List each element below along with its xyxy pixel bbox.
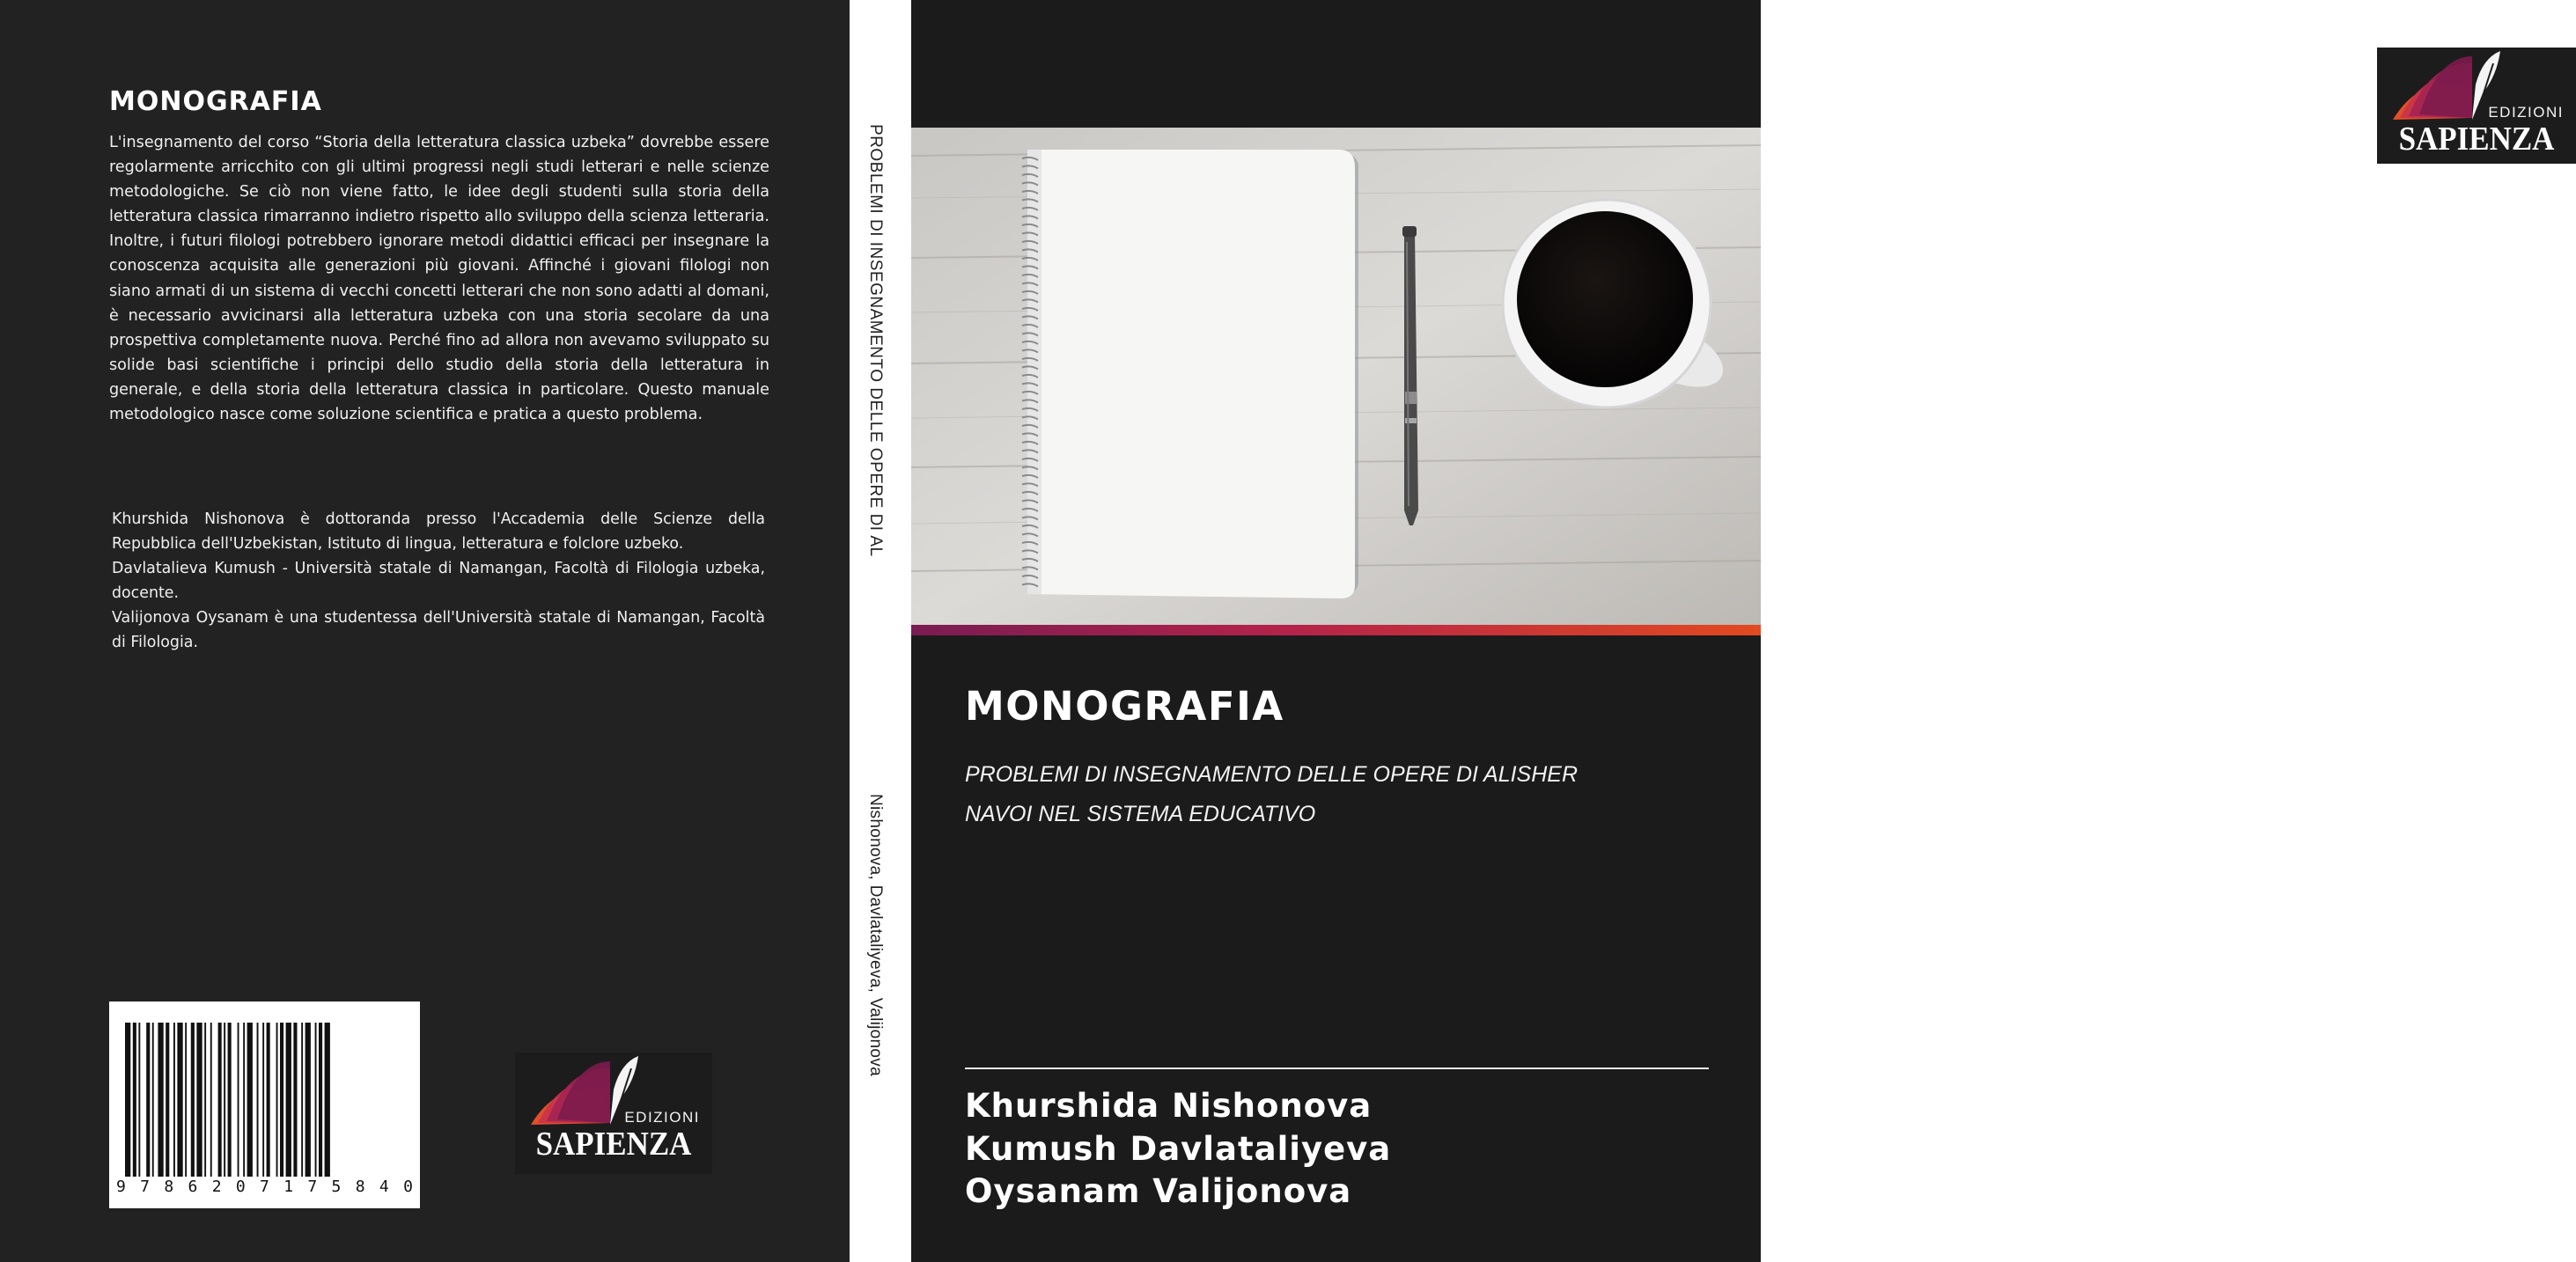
isbn-digit: 8 [355,1178,365,1196]
barcode-bar [276,1023,278,1177]
isbn-barcode [109,1002,420,1208]
back-cover-blurb: L'insegnamento del corso “Storia della letteratura classica uzbeka” dovrebbe essere regolarmente arricchito con gli ultimi progressi negli studi letterari e nelle scienze metodologiche. Se ciò non viene fatto, le idee degli studenti sulla storia della letteratura classica rimarranno indietro rispetto allo sviluppo della scienza letteraria. Inoltre, i futuri filologi potrebbero ignorare metodi didattici efficaci per insegnare la conoscenza acquisita alle generazioni più giovani. Affinché i giovani filologi non siano armati di un sistema di vecchi concetti letterari che non sono adatti al domani, è necessario avvicinarsi alla letteratura uzbeka con una storia secolare da una prospettiva completamente nuova. Perché fino ad allora non avevamo sviluppato su solide basi scientifiche i principi dello studio della storia della letteratura in generale, e della storia della letteratura classica in particolare. Questo manuale metodologico nasce come soluzione scientifica e pratica a questo problema. [109,134,769,424]
author-bio-line: Valijonova Oysanam è una studentessa dell'Università statale di Namangan, Facoltà di Filologia. [112,609,765,652]
isbn-digit: 4 [379,1178,389,1196]
isbn-digits [116,1178,413,1196]
barcode-bar [158,1023,163,1177]
author-name: Kumush Davlataliyeva [965,1129,1392,1168]
isbn-digit: 7 [307,1178,318,1196]
barcode-bar [243,1023,245,1177]
barcode-bar [133,1023,136,1177]
barcode-bar [286,1023,291,1177]
author-name: Khurshida Nishonova [965,1087,1373,1125]
barcode-bar [319,1023,322,1177]
barcode-bar [301,1023,303,1177]
barcode-bar [204,1023,206,1177]
barcode-bar [224,1023,225,1177]
publisher-logo [2377,48,2576,164]
barcode-bar [152,1023,154,1177]
publisher-name: SAPIENZA [535,1126,692,1163]
barcode-bar [238,1023,239,1177]
barcode-bar [210,1023,212,1177]
accent-bar [911,625,1761,635]
barcode-bar [218,1023,222,1177]
barcode-bar [125,1023,130,1177]
front-cover-title: MONOGRAFIA [965,683,1284,730]
back-cover-title: MONOGRAFIA [109,86,322,117]
cover-photo [911,128,1761,625]
barcode-bar [280,1023,283,1177]
spine-authors: Nishonova, Davlataliyeva, Valijonova [866,794,885,1076]
barcode-bar [257,1023,259,1177]
barcode-bar [305,1023,311,1177]
isbn-digit: 0 [403,1178,413,1196]
divider [965,1068,1709,1069]
author-bio [112,507,765,656]
barcode-bar [196,1023,202,1177]
barcode-bar [293,1023,297,1177]
barcode-bar [185,1023,187,1177]
back-cover [0,0,850,1262]
isbn-digit: 9 [116,1178,126,1196]
isbn-digit: 1 [283,1178,294,1196]
barcode-bar [262,1023,264,1177]
author-bio-line: Davlatalieva Kumush - Università statale di Namangan, Facoltà di Filologia uzbeka, docente. [112,560,765,603]
barcode-bar [177,1023,182,1177]
author-name: Oysanam Valijonova [965,1172,1352,1210]
author-list [965,1085,1391,1214]
isbn-digit: 7 [140,1178,151,1196]
isbn-digit: 2 [211,1178,222,1196]
spine-title: PROBLEMI DI INSEGNAMENTO DELLE OPERE DI AL [866,124,885,557]
author-bio-line: Khurshida Nishonova è dottoranda presso l'Accademia delle Scienze della Repubblica dell'Uzbekistan, Istituto di lingua, letteratura e folclore uzbeko. [112,510,765,554]
isbn-digit: 0 [235,1178,246,1196]
barcode-bar [247,1023,253,1177]
barcode-bar [315,1023,317,1177]
front-cover [911,0,2564,1262]
publisher-edizioni: EDIZIONI [624,1109,700,1126]
isbn-digit: 6 [188,1178,198,1196]
publisher-name: SAPIENZA [2398,121,2555,158]
barcode-bar [146,1023,150,1177]
barcode-bar [267,1023,270,1177]
barcode-bar [138,1023,140,1177]
isbn-digit: 5 [331,1178,342,1196]
publisher-logo [515,1053,712,1174]
notebook-pen-coffee-image [911,128,1761,625]
barcode-bar [173,1023,175,1177]
spine [850,0,911,1262]
isbn-digit: 7 [260,1178,269,1196]
barcode-bars [125,1023,405,1177]
barcode-bar [166,1023,169,1177]
front-cover-subtitle: PROBLEMI DI INSEGNAMENTO DELLE OPERE DI ALISHER NAVOI NEL SISTEMA EDUCATIVO [965,762,1579,826]
publisher-edizioni: EDIZIONI [2488,104,2564,121]
barcode-bar [191,1023,195,1177]
isbn-digit: 8 [164,1178,174,1196]
barcode-bar [325,1023,330,1177]
barcode-bar [228,1023,232,1177]
